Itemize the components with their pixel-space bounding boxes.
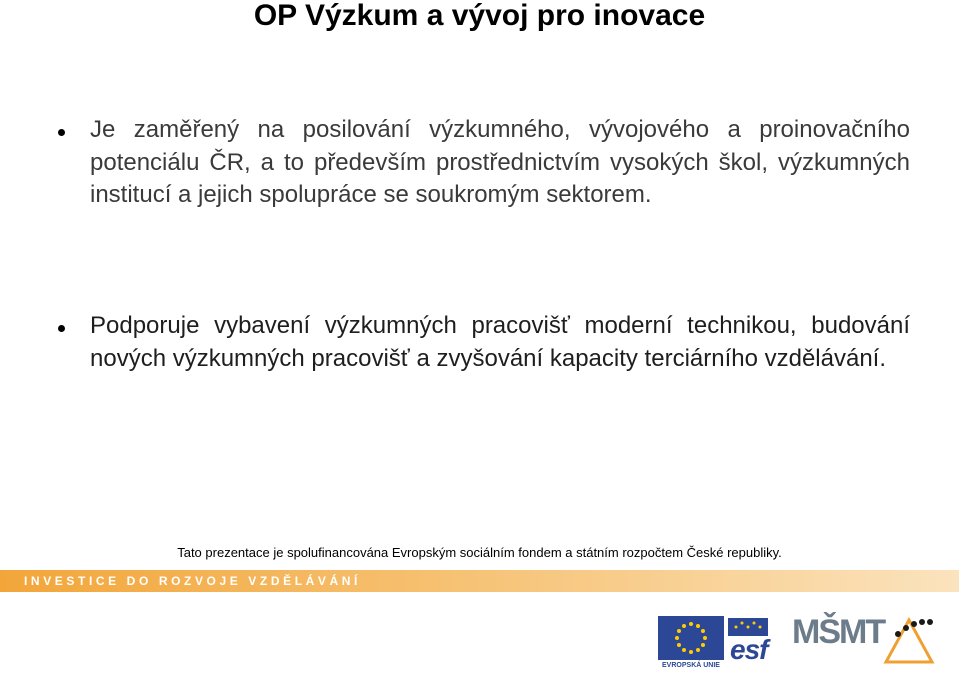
eu-flag-icon xyxy=(658,616,724,660)
bullet-dot-icon xyxy=(58,129,65,136)
logo-strip xyxy=(656,612,946,672)
opvk-logo-icon xyxy=(876,612,942,670)
banner-text: INVESTICE DO ROZVOJE VZDĚLÁVÁNÍ xyxy=(24,574,361,588)
bullet-text: Podporuje vybavení výzkumných pracovišť moderní technikou, budování nových výzkumných pracovišť a zvyšování kapacity terciárního vzdělávání. xyxy=(90,312,910,372)
footer-banner xyxy=(0,570,959,592)
msmt-logo-text: MŠMT xyxy=(792,613,885,651)
bullet-dot-icon xyxy=(58,325,65,332)
bullet-item xyxy=(58,114,910,212)
bullet-text: Je zaměřený na posilování výzkumného, vývojového a proinovačního potenciálu ČR, a to především prostřednictvím vysokých škol, výzkumných institucí a jejich spolupráce se soukromým sektorem. xyxy=(90,116,910,208)
slide-title: OP Výzkum a vývoj pro inovace xyxy=(253,0,706,32)
funding-disclaimer: Tato prezentace je spolufinancována Evropským sociálním fondem a státním rozpočtem České republiky. xyxy=(177,545,782,560)
eu-label: EVROPSKÁ UNIE xyxy=(662,662,720,669)
bullet-item xyxy=(58,310,910,375)
esf-logo-text: esf xyxy=(730,634,768,665)
